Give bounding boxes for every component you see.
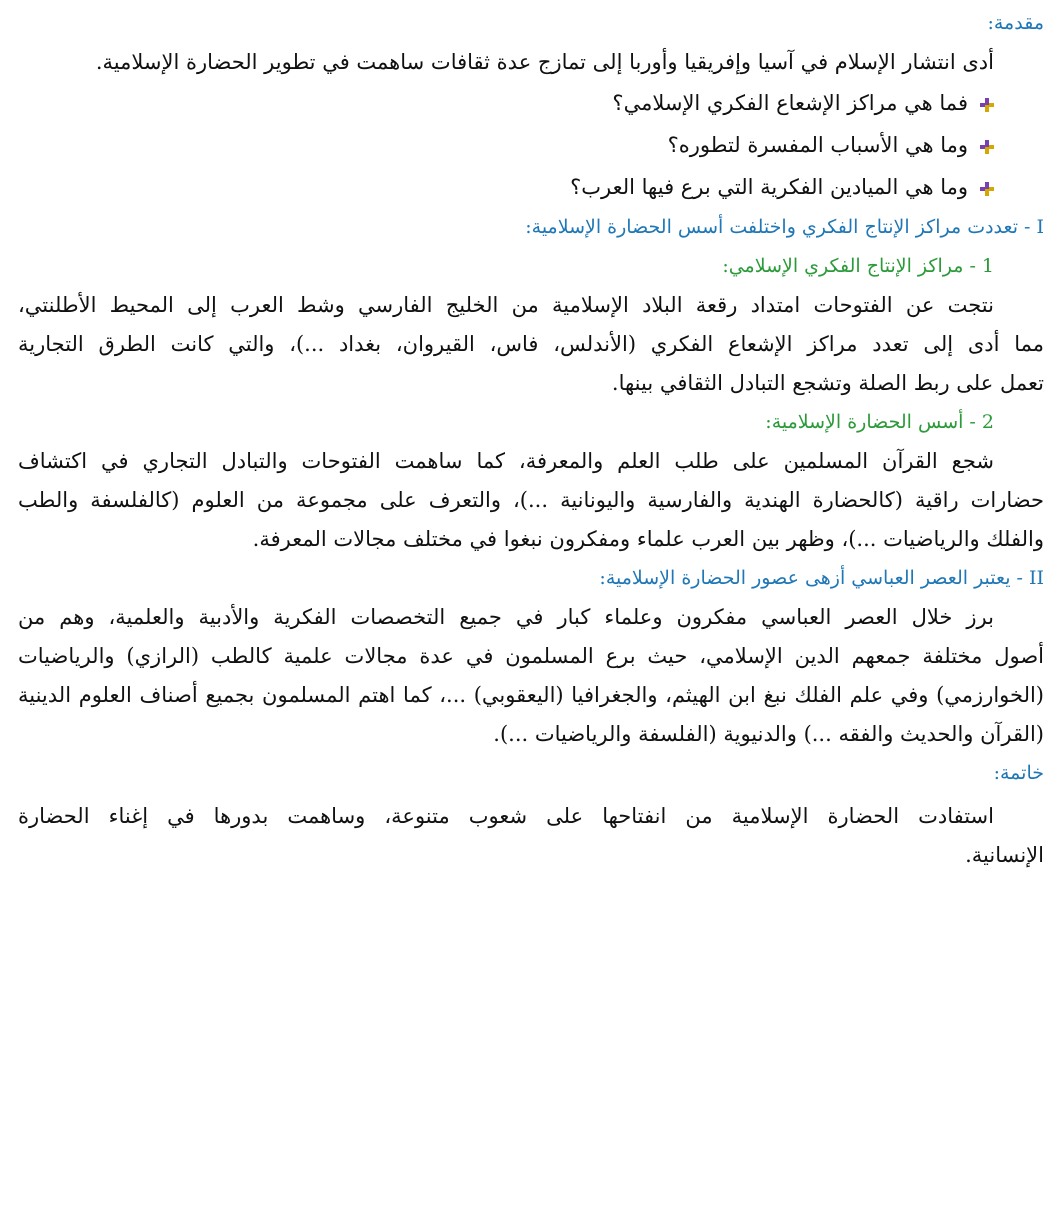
plus-icon — [980, 182, 994, 196]
paragraph-line: برز خلال العصر العباسي مفكرون وعلماء كبار في جميع التخصصات الفكرية والأدبية والعلمية، وهم من — [18, 605, 994, 629]
question-item — [18, 82, 1044, 124]
section-heading: II - يعتبر العصر العباسي أزهى عصور الحضارة الإسلامية: — [599, 567, 1044, 589]
plus-icon — [980, 140, 994, 154]
paragraph-line: الإنسانية. — [965, 843, 1044, 867]
question-text: فما هي مراكز الإشعاع الفكري الإسلامي؟ — [612, 91, 968, 115]
subsection-heading: 2 - أسس الحضارة الإسلامية: — [765, 411, 994, 433]
paragraph-line: (القرآن والحديث والفقه ...) والدنيوية (الفلسفة والرياضيات ...). — [493, 722, 1044, 746]
paragraph-line: أصول مختلفة جمعهم الدين الإسلامي، حيث برع المسلمون في عدة مجالات علمية كالطب (الرازي) والرياضيات — [18, 644, 1044, 668]
intro-heading: مقدمة: — [987, 12, 1044, 34]
question-item — [18, 166, 1044, 208]
paragraph-line: نتجت عن الفتوحات امتداد رقعة البلاد الإسلامية من الخليج الفارسي وشط العرب إلى المحيط الأطلنتي، — [18, 293, 994, 317]
question-item — [18, 124, 1044, 166]
paragraph-line: شجع القرآن المسلمين على طلب العلم والمعرفة، كما ساهمت الفتوحات والتبادل التجاري في اكتشاف — [18, 449, 994, 473]
conclusion-heading: خاتمة: — [993, 762, 1044, 784]
paragraph-line: تعمل على ربط الصلة وتشجع التبادل الثقافي بينها. — [611, 371, 1044, 395]
paragraph-line: حضارات راقية (كالحضارة الهندية والفارسية واليونانية ...)، والتعرف على مجموعة من العلوم (كالفلسفة والطب — [18, 488, 1044, 512]
subsection-heading: 1 - مراكز الإنتاج الفكري الإسلامي: — [722, 255, 994, 277]
section-heading: I - تعددت مراكز الإنتاج الفكري واختلفت أسس الحضارة الإسلامية: — [525, 216, 1044, 238]
paragraph-line: والفلك والرياضيات ...)، وظهر بين العرب علماء ومفكرون نبغوا في مختلف مجالات المعرفة. — [252, 527, 1044, 551]
plus-icon — [980, 98, 994, 112]
paragraph-line: استفادت الحضارة الإسلامية من انفتاحها على شعوب متنوعة، وساهمت بدورها في إغناء الحضارة — [18, 804, 994, 828]
paragraph-line: (الخوارزمي) وفي علم الفلك نبغ ابن الهيثم، والجغرافيا (اليعقوبي) ...، كما اهتم المسلمون بجميع أصناف العلوم الدينية — [18, 683, 1044, 707]
intro-text: أدى انتشار الإسلام في آسيا وإفريقيا وأوربا إلى تمازج عدة ثقافات ساهمت في تطوير الحضارة الإسلامية. — [95, 50, 994, 74]
question-text: وما هي الميادين الفكرية التي برع فيها العرب؟ — [570, 175, 968, 199]
question-text: وما هي الأسباب المفسرة لتطوره؟ — [667, 133, 968, 157]
paragraph-line: مما أدى إلى تعدد مراكز الإشعاع الفكري (الأندلس، فاس، القيروان، بغداد ...)، والتي كانت الطرق التجارية — [18, 332, 1044, 356]
